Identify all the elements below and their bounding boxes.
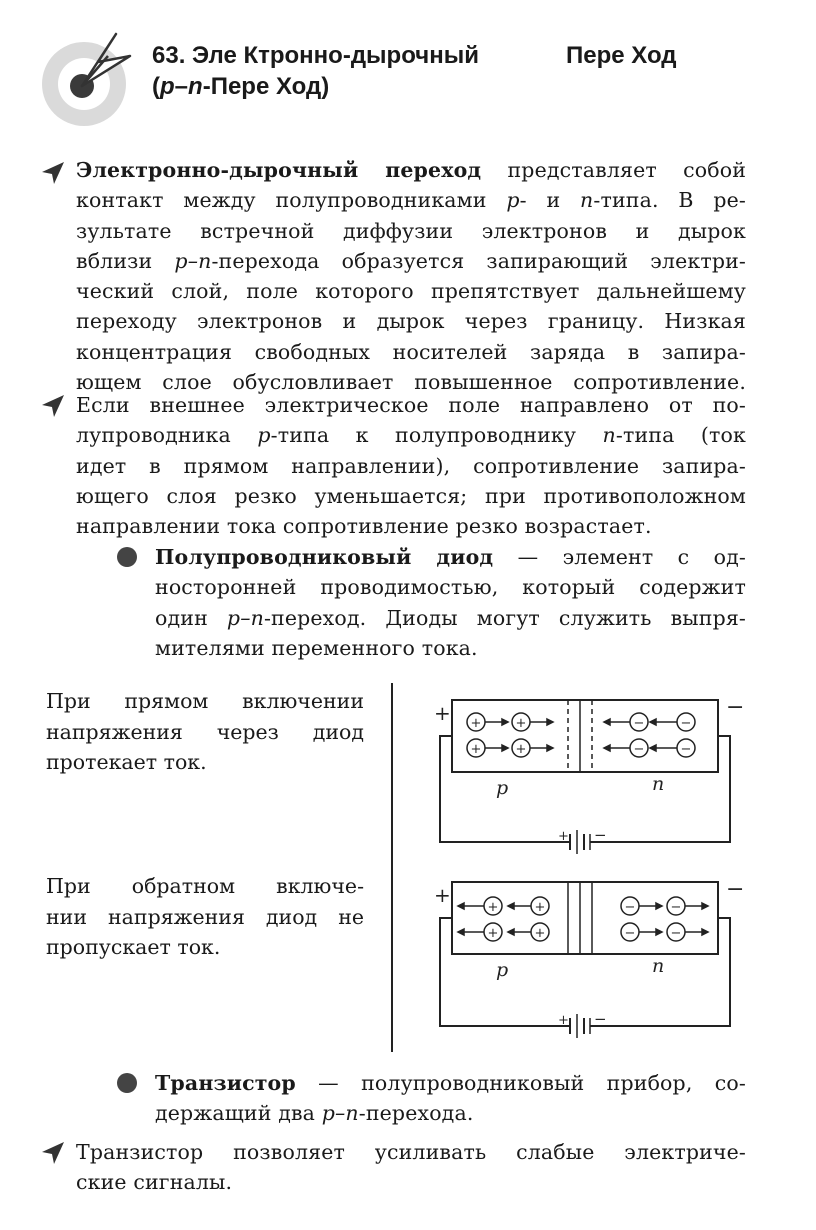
electron-charge: − [633, 742, 645, 757]
hole-charge: + [487, 926, 499, 941]
paragraph-transistor-note [76, 1137, 746, 1198]
battery-plus-label: + [558, 829, 569, 844]
section-heading [152, 40, 772, 102]
paragraph-diode [155, 542, 746, 663]
text-line: Транзистор позволяет усиливать слабые электриче- [76, 1140, 746, 1164]
electron-charge: − [670, 926, 682, 941]
p-region-label: p [496, 777, 509, 799]
hole-charge: + [515, 716, 527, 731]
paragraph-definition [76, 155, 746, 397]
text-line: ческий слой, поле которого препятствует дальнейшему [76, 279, 746, 304]
heading-title: 63. Эле Ктронно-дырочный [152, 42, 479, 69]
electron-charge: − [633, 716, 645, 731]
paragraph-transistor [155, 1068, 746, 1129]
column-divider [391, 683, 393, 1052]
text-line: Полупроводниковый диод — элемент с од- [155, 545, 746, 569]
text-line: мителями переменного тока. [155, 635, 478, 660]
electron-charge: − [670, 900, 682, 915]
heading-title-end: Пере Ход [566, 42, 677, 69]
bullet-dot-icon [117, 547, 137, 567]
text-line: При обратном включе- [46, 874, 364, 898]
text-line: направлении тока сопротивление резко возрастает. [76, 514, 652, 539]
target-arrow-icon [38, 22, 138, 132]
text-line: протекает ток. [46, 750, 207, 775]
hole-charge: + [515, 742, 527, 757]
negative-terminal-label: − [726, 877, 745, 902]
heading-subtitle: (p–n-Пере Ход) [152, 73, 330, 100]
text-line: вблизи p–n-перехода образуется запирающий электри- [76, 248, 746, 273]
paragraph-field-direction [76, 390, 746, 541]
positive-terminal-label: + [434, 883, 451, 907]
battery-plus-label: + [558, 1013, 569, 1028]
text-line: пропускает ток. [46, 935, 221, 960]
text-line: один p–n-переход. Диоды могут служить выпря- [155, 605, 746, 630]
p-region-label: p [496, 959, 509, 981]
positive-terminal-label: + [434, 701, 451, 725]
paper-plane-icon [40, 160, 66, 190]
text-line: нии напряжения диод не [46, 904, 364, 929]
battery-minus-label: − [594, 1010, 607, 1028]
n-region-label: n [652, 773, 665, 795]
hole-charge: + [487, 900, 499, 915]
electron-charge: − [624, 900, 636, 915]
text-line: Электронно-дырочный переход представляет собой [76, 158, 747, 182]
text-line: идет в прямом направлении), сопротивление запира- [76, 453, 746, 478]
electron-charge: − [680, 742, 692, 757]
negative-terminal-label: − [726, 695, 745, 720]
text-line: зультате встречной диффузии электронов и дырок [76, 218, 746, 243]
hole-charge: + [470, 716, 482, 731]
electron-charge: − [680, 716, 692, 731]
battery-minus-label: − [594, 826, 607, 844]
hole-charge: + [534, 926, 546, 941]
text-line: концентрация свободных носителей заряда в запира- [76, 339, 746, 364]
forward-bias-caption [46, 686, 364, 778]
text-line: напряжения через диод [46, 719, 364, 744]
electron-charge: − [624, 926, 636, 941]
text-line: переходу электронов и дырок через границу. Низкая [76, 309, 746, 334]
text-line: ские сигналы. [76, 1170, 233, 1195]
text-line: Если внешнее электрическое поле направлено от по- [76, 393, 746, 417]
paper-plane-icon [40, 393, 66, 423]
text-line: ющем слое обусловливает повышенное сопротивление. [76, 370, 746, 395]
text-line: ющего слоя резко уменьшается; при противоположном [76, 483, 746, 508]
bullet-dot-icon [117, 1073, 137, 1093]
forward-bias-diagram [420, 690, 750, 860]
text-line: лупроводника p-типа к полупроводнику n-типа (ток [76, 423, 747, 448]
hole-charge: + [470, 742, 482, 757]
reverse-bias-caption [46, 871, 364, 963]
text-line: При прямом включении [46, 689, 364, 713]
hole-charge: + [534, 900, 546, 915]
reverse-bias-diagram [420, 872, 750, 1042]
n-region-label: n [652, 955, 665, 977]
text-line: контакт между полупроводниками p- и n-типа. В ре- [76, 188, 746, 213]
paper-plane-icon [40, 1140, 66, 1170]
text-line: Транзистор — полупроводниковый прибор, со- [155, 1071, 746, 1095]
text-line: держащий два p–n-перехода. [155, 1101, 474, 1126]
text-line: носторонней проводимостью, который содержит [155, 575, 746, 600]
